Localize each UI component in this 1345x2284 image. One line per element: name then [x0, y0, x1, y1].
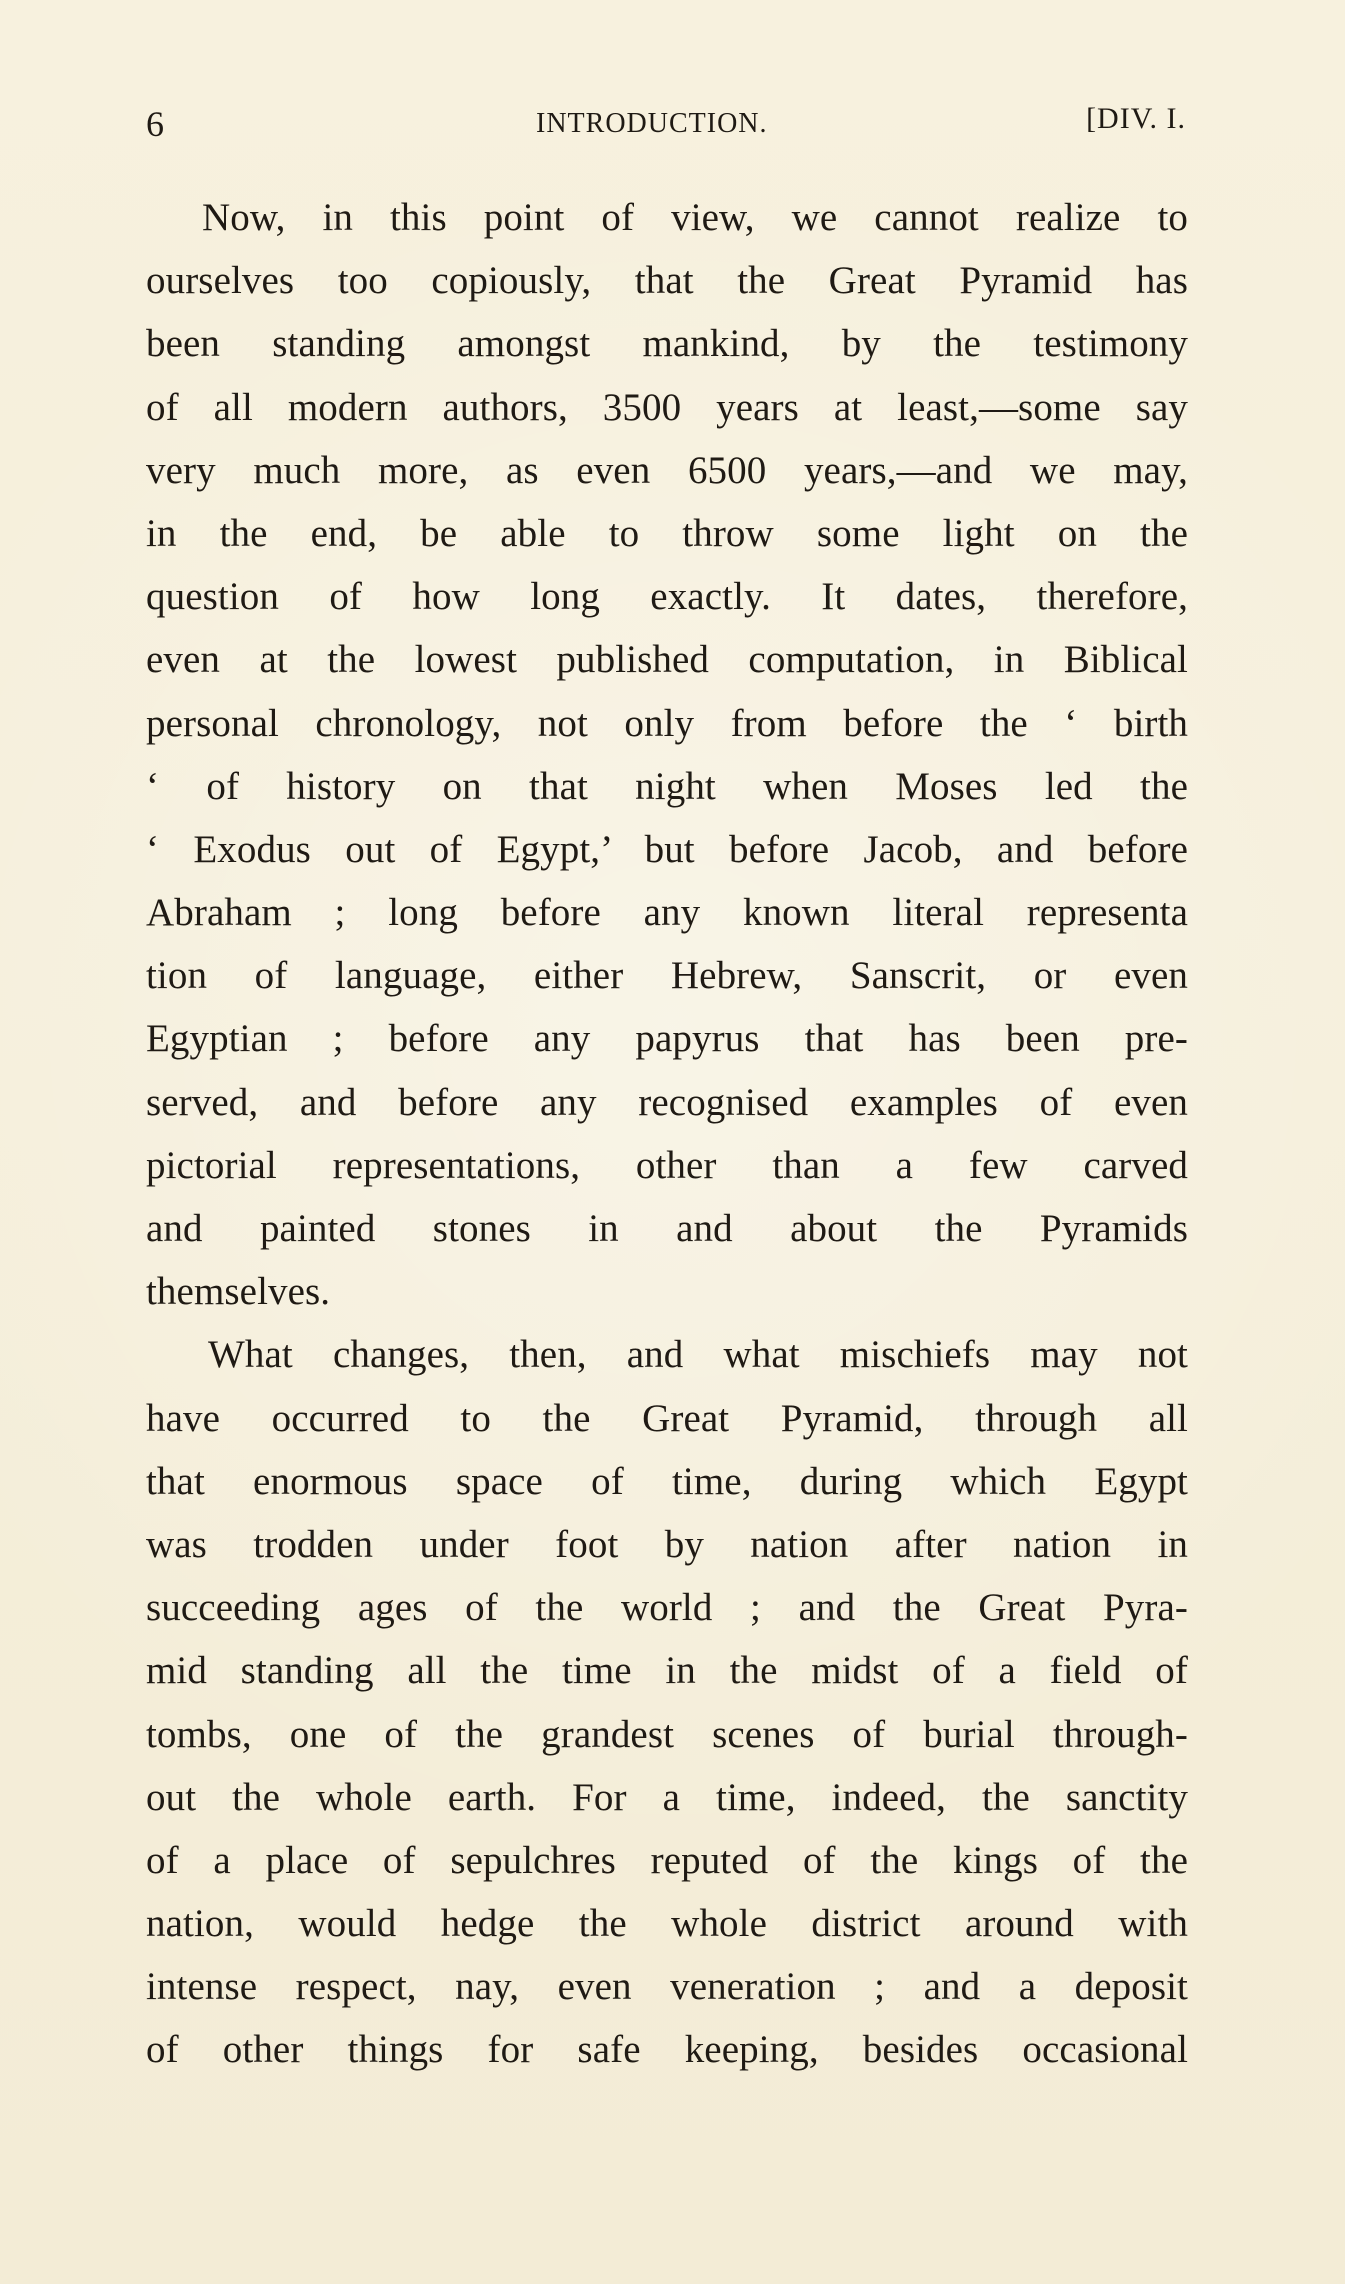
text-line: themselves.	[146, 1270, 331, 1314]
text-line: mid standing all the time in the midst of a field of	[146, 1649, 1188, 1693]
text-line: of other things for safe keeping, besides occasional	[146, 2028, 1188, 2072]
text-line: personal chronology, not only from before the ‘ birth	[146, 701, 1188, 745]
text-line: even at the lowest published computation, in Biblical	[146, 638, 1188, 682]
text-line: ‘ Exodus out of Egypt,’ but before Jacob, and before	[146, 827, 1188, 871]
text-line: been standing amongst mankind, by the testimony	[146, 322, 1188, 366]
paragraph-1	[146, 186, 1188, 1323]
division-label: [DIV. I.	[1086, 102, 1186, 135]
text-line: and painted stones in and about the Pyramids	[146, 1207, 1188, 1250]
text-line: in the end, be able to throw some light on the	[146, 511, 1188, 555]
text-line: nation, would hedge the whole district around with	[146, 1902, 1188, 1946]
text-line: of all modern authors, 3500 years at least,—some say	[146, 385, 1188, 429]
text-line: Now, in this point of view, we cannot realize to	[202, 196, 1188, 239]
text-line: very much more, as even 6500 years,—and we may,	[146, 448, 1188, 492]
page-number: 6	[146, 104, 165, 144]
paragraph-2	[146, 1323, 1188, 2081]
text-line: of a place of sepulchres reputed of the kings of the	[146, 1838, 1188, 1882]
text-line: intense respect, nay, even veneration ; and a deposit	[146, 1965, 1188, 2009]
text-line: was trodden under foot by nation after nation in	[146, 1522, 1188, 1566]
text-line: ourselves too copiously, that the Great Pyramid has	[146, 259, 1188, 303]
text-line: Egyptian ; before any papyrus that has been pre-	[146, 1017, 1188, 1061]
text-line: succeeding ages of the world ; and the Great Pyra-	[146, 1586, 1188, 1630]
body-text	[146, 186, 1188, 2082]
text-line: out the whole earth. For a time, indeed, the sanctity	[146, 1775, 1188, 1819]
text-line: pictorial representations, other than a few carved	[146, 1143, 1188, 1187]
running-head: INTRODUCTION.	[536, 108, 768, 139]
text-line: What changes, then, and what mischiefs may not	[208, 1333, 1188, 1377]
text-line: that enormous space of time, during which Egypt	[146, 1459, 1188, 1503]
page-header	[146, 86, 1196, 146]
text-line: have occurred to the Great Pyramid, through all	[146, 1396, 1188, 1440]
text-line: ‘ of history on that night when Moses led the	[146, 764, 1188, 808]
text-line: tion of language, either Hebrew, Sanscrit, or even	[146, 954, 1188, 998]
text-line: Abraham ; long before any known literal representa	[146, 891, 1188, 935]
text-line: served, and before any recognised examples of even	[146, 1080, 1188, 1124]
text-line: tombs, one of the grandest scenes of burial through-	[146, 1712, 1188, 1756]
text-line: question of how long exactly. It dates, therefore,	[146, 575, 1188, 619]
